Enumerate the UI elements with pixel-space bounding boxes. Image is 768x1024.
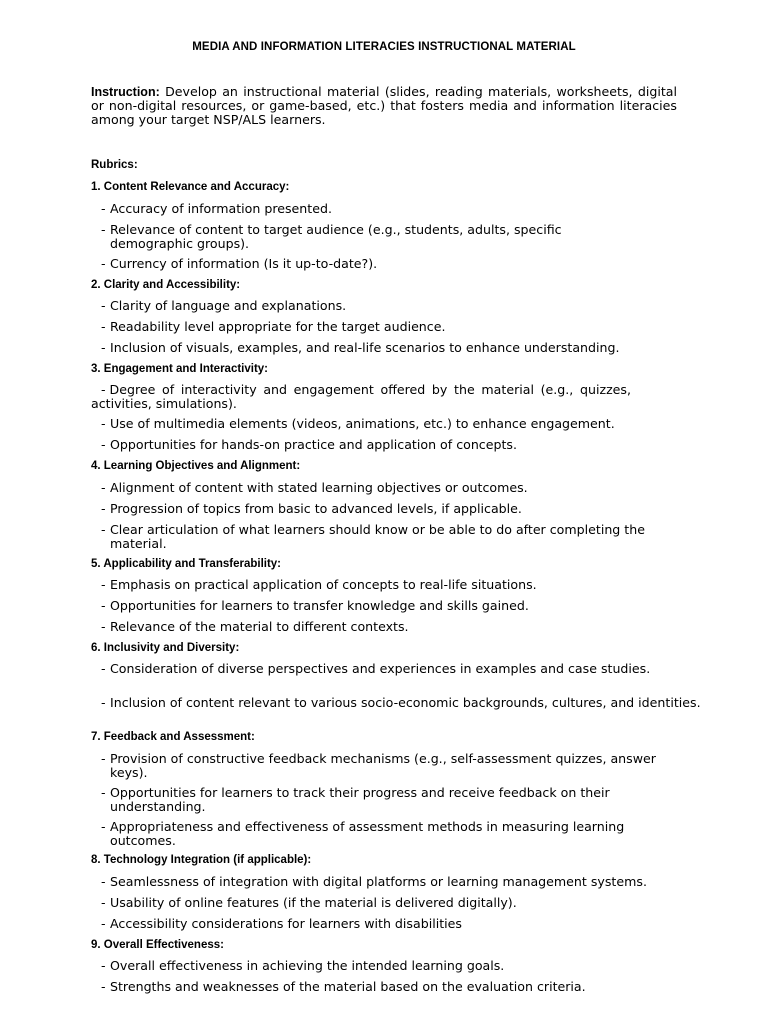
dash-marker: -: [101, 874, 106, 889]
dash-marker: -: [101, 319, 106, 334]
section-title-4: 4. Learning Objectives and Alignment:: [91, 460, 301, 472]
rubric-item: - Alignment of content with stated learning objectives or outcomes.: [101, 480, 528, 495]
rubric-item: - Opportunities for learners to transfer knowledge and skills gained.: [101, 598, 529, 613]
dash-marker: -: [101, 298, 106, 313]
dash-marker: -: [101, 819, 106, 834]
rubric-item: - Inclusion of visuals, examples, and real-life scenarios to enhance understanding.: [101, 340, 620, 355]
section-title-8: 8. Technology Integration (if applicable):: [91, 854, 312, 866]
dash-marker: -: [101, 979, 106, 994]
instruction-paragraph: [91, 85, 677, 127]
rubric-item: - Currency of information (Is it up-to-date?).: [101, 256, 378, 271]
section-title-1: 1. Content Relevance and Accuracy:: [91, 181, 290, 193]
section-title-6: 6. Inclusivity and Diversity:: [91, 642, 240, 654]
section-title-2: 2. Clarity and Accessibility:: [91, 279, 241, 291]
rubric-item: - Seamlessness of integration with digital platforms or learning management systems.: [101, 874, 647, 889]
rubric-item: - Degree of interactivity and engagement offered by the material (e.g., quizzes, activities, simulations).: [91, 382, 631, 411]
dash-marker: -: [101, 695, 106, 710]
dash-marker: -: [101, 222, 106, 237]
rubric-item: - Consideration of diverse perspectives and experiences in examples and case studies.: [101, 661, 651, 676]
section-title-3: 3. Engagement and Interactivity:: [91, 363, 269, 375]
dash-marker: -: [101, 619, 106, 634]
dash-marker: -: [101, 785, 106, 800]
dash-marker: -: [101, 340, 106, 355]
dash-marker: -: [101, 501, 106, 516]
section-title-7: 7. Feedback and Assessment:: [91, 731, 255, 743]
rubric-item: - Accessibility considerations for learners with disabilities: [101, 916, 462, 931]
dash-marker: -: [101, 201, 106, 216]
dash-marker: -: [101, 598, 106, 613]
dash-marker: -: [101, 661, 106, 676]
document-title: MEDIA AND INFORMATION LITERACIES INSTRUCTIONAL MATERIAL: [192, 41, 576, 53]
rubric-item: - Opportunities for learners to track their progress and receive feedback on their understanding.: [101, 785, 610, 814]
dash-marker: -: [101, 480, 106, 495]
rubric-item: - Use of multimedia elements (videos, animations, etc.) to enhance engagement.: [101, 416, 615, 431]
rubric-item: - Relevance of content to target audience (e.g., students, adults, specific demographic groups).: [101, 222, 562, 251]
rubric-item: - Relevance of the material to different contexts.: [101, 619, 409, 634]
dash-marker: -: [101, 895, 106, 910]
rubric-item: - Emphasis on practical application of concepts to real-life situations.: [101, 577, 537, 592]
rubric-item: - Opportunities for hands-on practice and application of concepts.: [101, 437, 517, 452]
instruction-text: Develop an instructional material (slides, reading materials, worksheets, digital or non-digital resources, or game-based, etc.) that fosters media and information literacies among your target NSP/ALS learners.: [91, 84, 677, 127]
rubrics-heading: Rubrics:: [91, 159, 138, 171]
rubric-item: - Readability level appropriate for the target audience.: [101, 319, 446, 334]
dash-marker: -: [101, 437, 106, 452]
section-title-9: 9. Overall Effectiveness:: [91, 939, 224, 951]
rubric-item: - Overall effectiveness in achieving the intended learning goals.: [101, 958, 505, 973]
rubric-item: - Clarity of language and explanations.: [101, 298, 347, 313]
rubric-item: - Clear articulation of what learners should know or be able to do after completing the material.: [101, 522, 645, 551]
rubric-item: - Accuracy of information presented.: [101, 201, 332, 216]
dash-marker: -: [101, 522, 106, 537]
rubric-item: - Provision of constructive feedback mechanisms (e.g., self-assessment quizzes, answer keys).: [101, 751, 656, 780]
rubric-item: - Inclusion of content relevant to various socio-economic backgrounds, cultures, and identities.: [101, 695, 701, 710]
dash-marker: -: [101, 958, 106, 973]
dash-marker: -: [101, 577, 106, 592]
instruction-label: Instruction:: [91, 85, 160, 99]
rubric-item: - Progression of topics from basic to advanced levels, if applicable.: [101, 501, 522, 516]
dash-marker: -: [101, 751, 106, 766]
dash-marker: -: [101, 416, 106, 431]
rubric-item: - Appropriateness and effectiveness of assessment methods in measuring learning outcomes.: [101, 819, 625, 848]
rubric-item: - Strengths and weaknesses of the material based on the evaluation criteria.: [101, 979, 586, 994]
dash-marker: -: [101, 916, 106, 931]
dash-marker: -: [101, 256, 106, 271]
dash-marker: -: [101, 382, 106, 397]
section-title-5: 5. Applicability and Transferability:: [91, 558, 282, 570]
rubric-item: - Usability of online features (if the material is delivered digitally).: [101, 895, 517, 910]
